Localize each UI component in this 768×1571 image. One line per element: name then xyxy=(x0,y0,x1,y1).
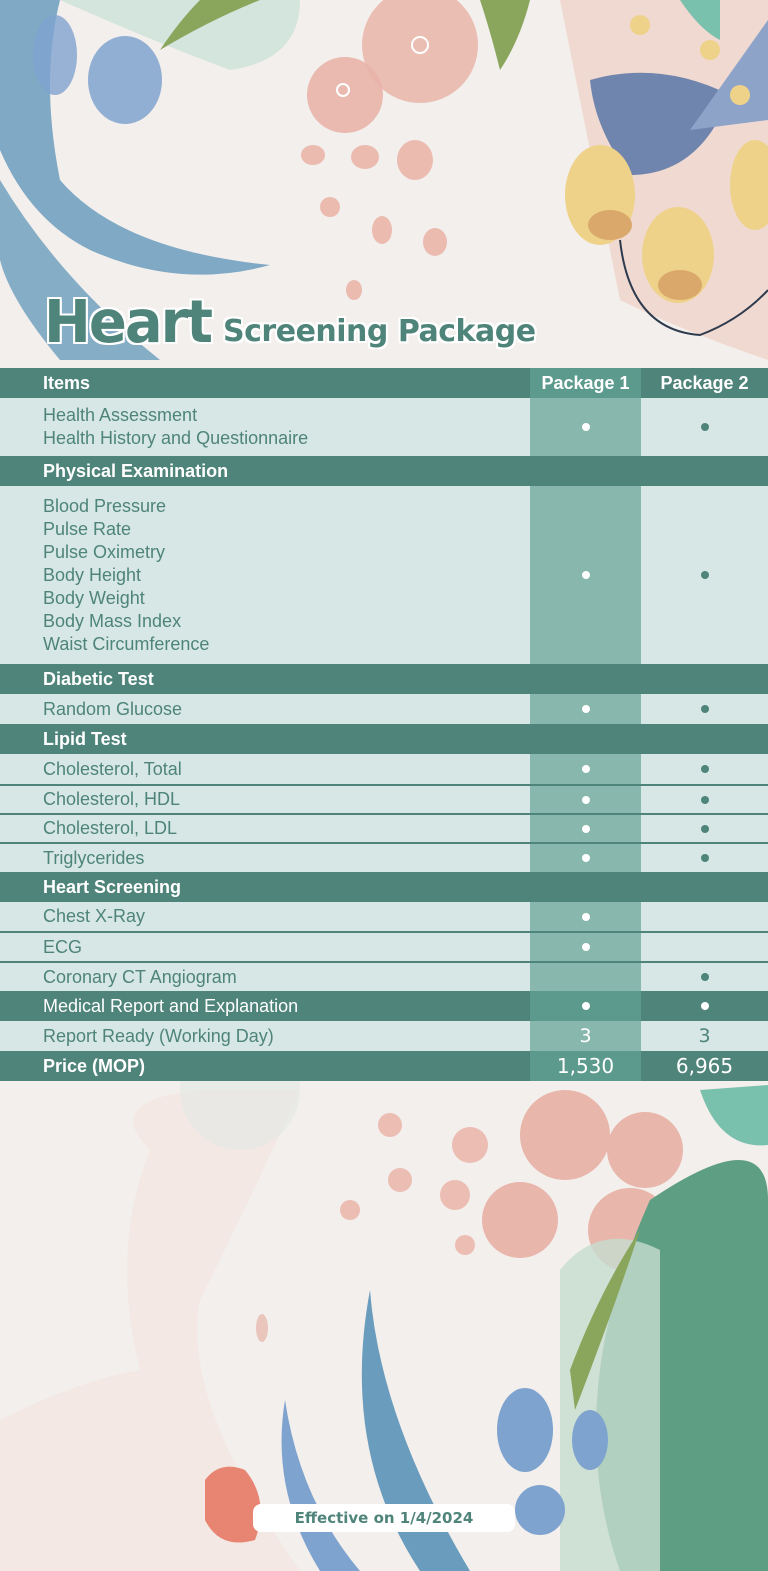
item-label: Body Height xyxy=(43,564,142,585)
included-dot-icon xyxy=(582,1002,590,1010)
title-main: Heart xyxy=(44,288,212,357)
report-days-package-2: 3 xyxy=(698,1025,711,1047)
table-row-physical-examination xyxy=(0,486,768,664)
table-row: Cholesterol, LDL xyxy=(0,813,768,842)
included-dot-icon xyxy=(582,913,590,921)
price-package-1: 1,530 xyxy=(530,1051,641,1081)
table-header xyxy=(0,368,768,398)
header-items: Items xyxy=(43,373,91,393)
section-header: Heart Screening xyxy=(0,872,768,902)
included-dot-icon xyxy=(701,765,709,773)
included-dot-icon xyxy=(701,973,709,981)
included-dot-icon xyxy=(582,765,590,773)
table-row-health-assessment xyxy=(0,398,768,456)
item-label: Body Mass Index xyxy=(43,610,182,631)
item-label: Health History and Questionnaire xyxy=(43,428,309,448)
included-dot-icon xyxy=(701,1002,709,1010)
included-dot-icon xyxy=(701,825,709,833)
table-row-price: Price (MOP) 1,530 6,965 xyxy=(0,1051,768,1081)
included-dot-icon xyxy=(582,796,590,804)
section-header: Physical Examination xyxy=(0,456,768,486)
item-label: Pulse Oximetry xyxy=(43,541,166,562)
table-row: Triglycerides xyxy=(0,842,768,872)
table-row: Random Glucose xyxy=(0,694,768,724)
effective-date-badge: Effective on 1/4/2024 xyxy=(253,1504,515,1532)
page-title xyxy=(44,290,536,355)
table-row-report-ready: Report Ready (Working Day) 3 3 xyxy=(0,1021,768,1051)
header-package-1: Package 1 xyxy=(530,368,641,398)
header-package-2: Package 2 xyxy=(660,373,749,393)
included-dot-icon xyxy=(701,423,709,431)
included-dot-icon xyxy=(582,854,590,862)
included-dot-icon xyxy=(582,571,590,579)
table-row: ECG xyxy=(0,931,768,961)
included-dot-icon xyxy=(701,854,709,862)
section-header: Lipid Test xyxy=(0,724,768,754)
section-header: Diabetic Test xyxy=(0,664,768,694)
included-dot-icon xyxy=(701,796,709,804)
item-label: Blood Pressure xyxy=(43,495,167,516)
price-package-2: 6,965 xyxy=(675,1054,734,1078)
package-table xyxy=(0,368,768,1081)
table-row: Coronary CT Angiogram xyxy=(0,961,768,991)
item-label: Health Assessment xyxy=(43,405,198,425)
table-row: Cholesterol, HDL xyxy=(0,784,768,813)
included-dot-icon xyxy=(582,705,590,713)
included-dot-icon xyxy=(582,423,590,431)
included-dot-icon xyxy=(701,705,709,713)
item-label: Pulse Rate xyxy=(43,518,132,539)
item-label: Body Weight xyxy=(43,587,145,608)
table-row-medical-report: Medical Report and Explanation xyxy=(0,991,768,1021)
included-dot-icon xyxy=(582,825,590,833)
report-days-package-1: 3 xyxy=(579,1025,592,1047)
title-sub: Screening Package xyxy=(223,314,536,349)
included-dot-icon xyxy=(582,943,590,951)
item-label: Waist Circumference xyxy=(43,633,210,654)
table-row: Cholesterol, Total xyxy=(0,754,768,784)
table-row: Chest X-Ray xyxy=(0,902,768,931)
included-dot-icon xyxy=(701,571,709,579)
